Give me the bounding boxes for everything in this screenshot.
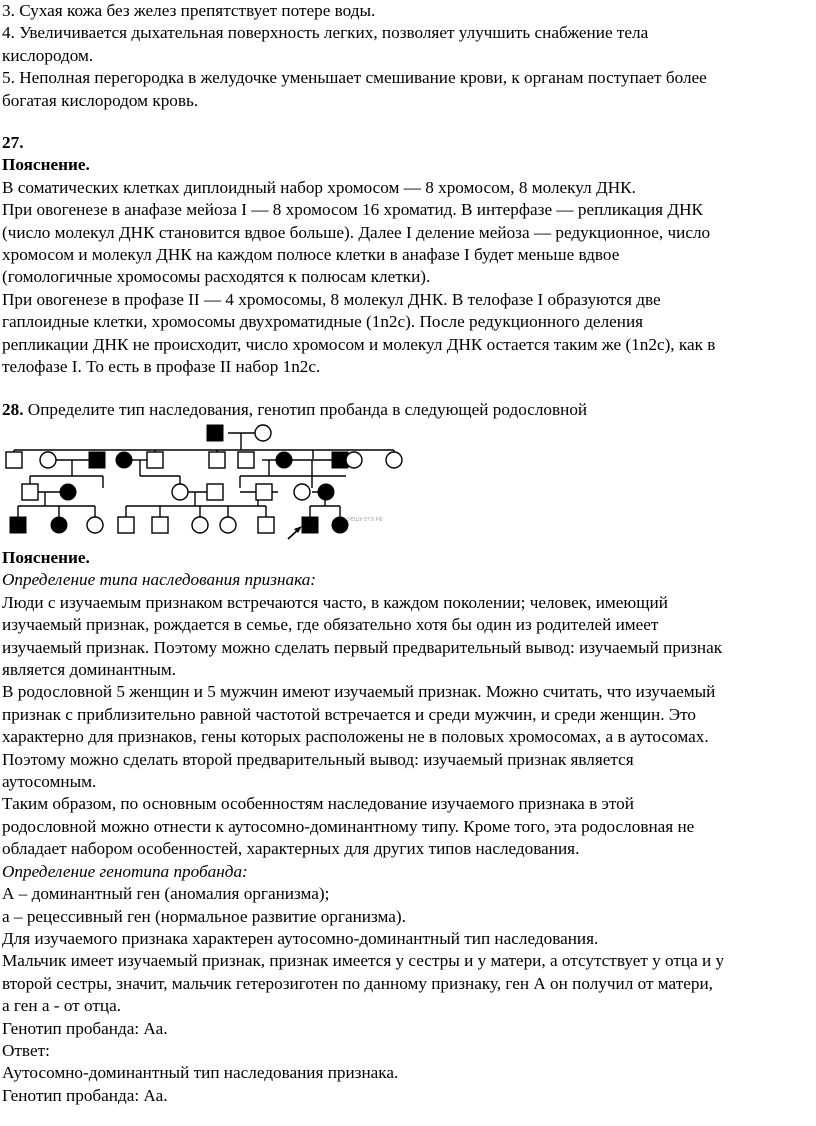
pedigree-unaffected-female (87, 517, 103, 533)
question-line (2, 399, 814, 421)
question-28-prompt (2, 399, 814, 421)
question-27-section (2, 132, 814, 378)
text-line: При овогенезе в профазе II — 4 хромосомы, 8 молекул ДНК. В телофазе I образуются две (2, 289, 661, 309)
pedigree-unaffected-female (172, 484, 188, 500)
text-line: телофазе I. То есть в профазе II набор 1n2c. (2, 357, 321, 377)
pedigree-unaffected-male (6, 452, 22, 468)
text-line: (число молекул ДНК становится вдвое больше). Далее I деление мейоза — редукционное, число (2, 222, 711, 242)
text-line: В родословной 5 женщин и 5 мужчин имеют изучаемый признак. Можно считать, что изучаемый (2, 682, 716, 702)
text-line: Генотип пробанда: Аа. (2, 1018, 168, 1038)
answer-line: Генотип пробанда: Аа. (2, 1085, 168, 1105)
text-line: А – доминантный ген (аномалия организма); (2, 884, 330, 904)
text-line: 5. Неполная перегородка в желудочке уменьшает смешивание крови, к органам поступает более (2, 68, 707, 88)
pedigree-affected-female (332, 517, 348, 533)
text-line: а – рецессивный ген (нормальное развитие организма). (2, 906, 406, 926)
pedigree-affected-female (318, 484, 334, 500)
subheading-proband-genotype: Определение генотипа пробанда: (2, 861, 248, 881)
pedigree-unaffected-female (40, 452, 56, 468)
text-line: а ген а - от отца. (2, 996, 121, 1016)
question-number: 27. (2, 133, 24, 152)
text-line: родословной можно отнести к аутосомно-доминантному типу. Кроме того, эта родословная не (2, 816, 695, 836)
pedigree-unaffected-female (220, 517, 236, 533)
pedigree-lines (14, 433, 394, 517)
text-line: (гомологичные хромосомы расходятся к полюсам клетки). (2, 267, 431, 287)
text-line: признак с приблизительно равной частотой встречается и среди мужчин, и среди женщин. Это (2, 704, 697, 724)
pedigree-affected-female (276, 452, 292, 468)
pedigree-affected-female (60, 484, 76, 500)
text-line: изучаемый признак. Поэтому можно сделать первый предварительный вывод: изучаемый признак (2, 637, 723, 657)
pedigree-unaffected-male (152, 517, 168, 533)
pedigree-unaffected-female (255, 425, 271, 441)
text-line: Таким образом, по основным особенностям наследование изучаемого признака в этой (2, 794, 634, 814)
text-line: 4. Увеличивается дыхательная поверхность легких, позволяет улучшить снабжение тела (2, 23, 649, 43)
text-line: характерно для признаков, гены которых расположены не в половых хромосомах, а в аутосомах. (2, 727, 709, 747)
pedigree-diagram (0, 420, 420, 550)
text-line: Люди с изучаемым признаком встречаются часто, в каждом поколении; человек, имеющий (2, 592, 668, 612)
text-line: аутосомным. (2, 772, 97, 792)
pedigree-unaffected-female (294, 484, 310, 500)
pedigree-affected-male (207, 425, 223, 441)
question-number: 28. (2, 400, 24, 419)
pedigree-affected-male (10, 517, 26, 533)
pedigree-unaffected-male (207, 484, 223, 500)
pedigree-affected-male (89, 452, 105, 468)
text-line: богатая кислородом кровь. (2, 90, 199, 110)
pedigree-affected-female (116, 452, 132, 468)
subheading-inheritance-type: Определение типа наследования признака: (2, 570, 317, 590)
text-line: обладает набором особенностей, характерных для других типов наследования. (2, 839, 580, 859)
pedigree-affected-female (51, 517, 67, 533)
pedigree-unaffected-male (238, 452, 254, 468)
answer-line: Аутосомно-доминантный тип наследования признака. (2, 1063, 399, 1083)
text-line: гаплоидные клетки, хромосомы двухроматидные (1n2c). После редукционного деления (2, 312, 644, 332)
watermark: РЕШУ ЕГЭ.РФ (348, 517, 383, 523)
text-line: Для изучаемого признака характерен аутосомно-доминантный тип наследования. (2, 928, 599, 948)
text-line: хромосом и молекул ДНК на каждом полюсе клетки в анафазе I будет меньше вдвое (2, 245, 620, 265)
text-line: Поэтому можно сделать второй предварительный вывод: изучаемый признак является (2, 749, 634, 769)
proband-arrow-icon (288, 526, 302, 539)
pedigree-unaffected-male (22, 484, 38, 500)
pedigree-unaffected-male (258, 517, 274, 533)
pedigree-unaffected-male (209, 452, 225, 468)
text-line: Мальчик имеет изучаемый признак, признак имеется у сестры и у матери, а отсутствует у отца и у (2, 951, 725, 971)
text-line: 3. Сухая кожа без желез препятствует потере воды. (2, 1, 376, 20)
text-line: является доминантным. (2, 660, 176, 680)
pedigree-unaffected-female (386, 452, 402, 468)
explanation-heading: Пояснение. (2, 155, 90, 175)
text-line: В соматических клетках диплоидный набор хромосом — 8 хромосом, 8 молекул ДНК. (2, 177, 636, 197)
question-28-explanation (2, 547, 814, 1107)
text-line: второй сестры, значит, мальчик гетерозиготен по данному признаку, ген А он получил от матери, (2, 973, 713, 993)
text-line: кислородом. (2, 45, 94, 65)
question-text: Определите тип наследования, генотип пробанда в следующей родословной (23, 400, 588, 419)
text-line: репликации ДНК не происходит, число хромосом и молекул ДНК остается таким же (1n2c), как в (2, 334, 716, 354)
pedigree-unaffected-male (147, 452, 163, 468)
text-line: При овогенезе в анафазе мейоза I — 8 хромосом 16 хроматид. В интерфазе — репликация ДНК (2, 200, 703, 220)
pedigree-unaffected-female (346, 452, 362, 468)
pedigree-proband-affected-male (302, 517, 318, 533)
answer-list-continued (2, 0, 814, 112)
answer-label: Ответ: (2, 1040, 50, 1060)
pedigree-unaffected-male (118, 517, 134, 533)
pedigree-unaffected-female (192, 517, 208, 533)
pedigree-unaffected-male (256, 484, 272, 500)
explanation-heading: Пояснение. (2, 548, 90, 567)
text-line: изучаемый признак, рождается в семье, где обязательно хотя бы один из родителей имеет (2, 615, 659, 635)
